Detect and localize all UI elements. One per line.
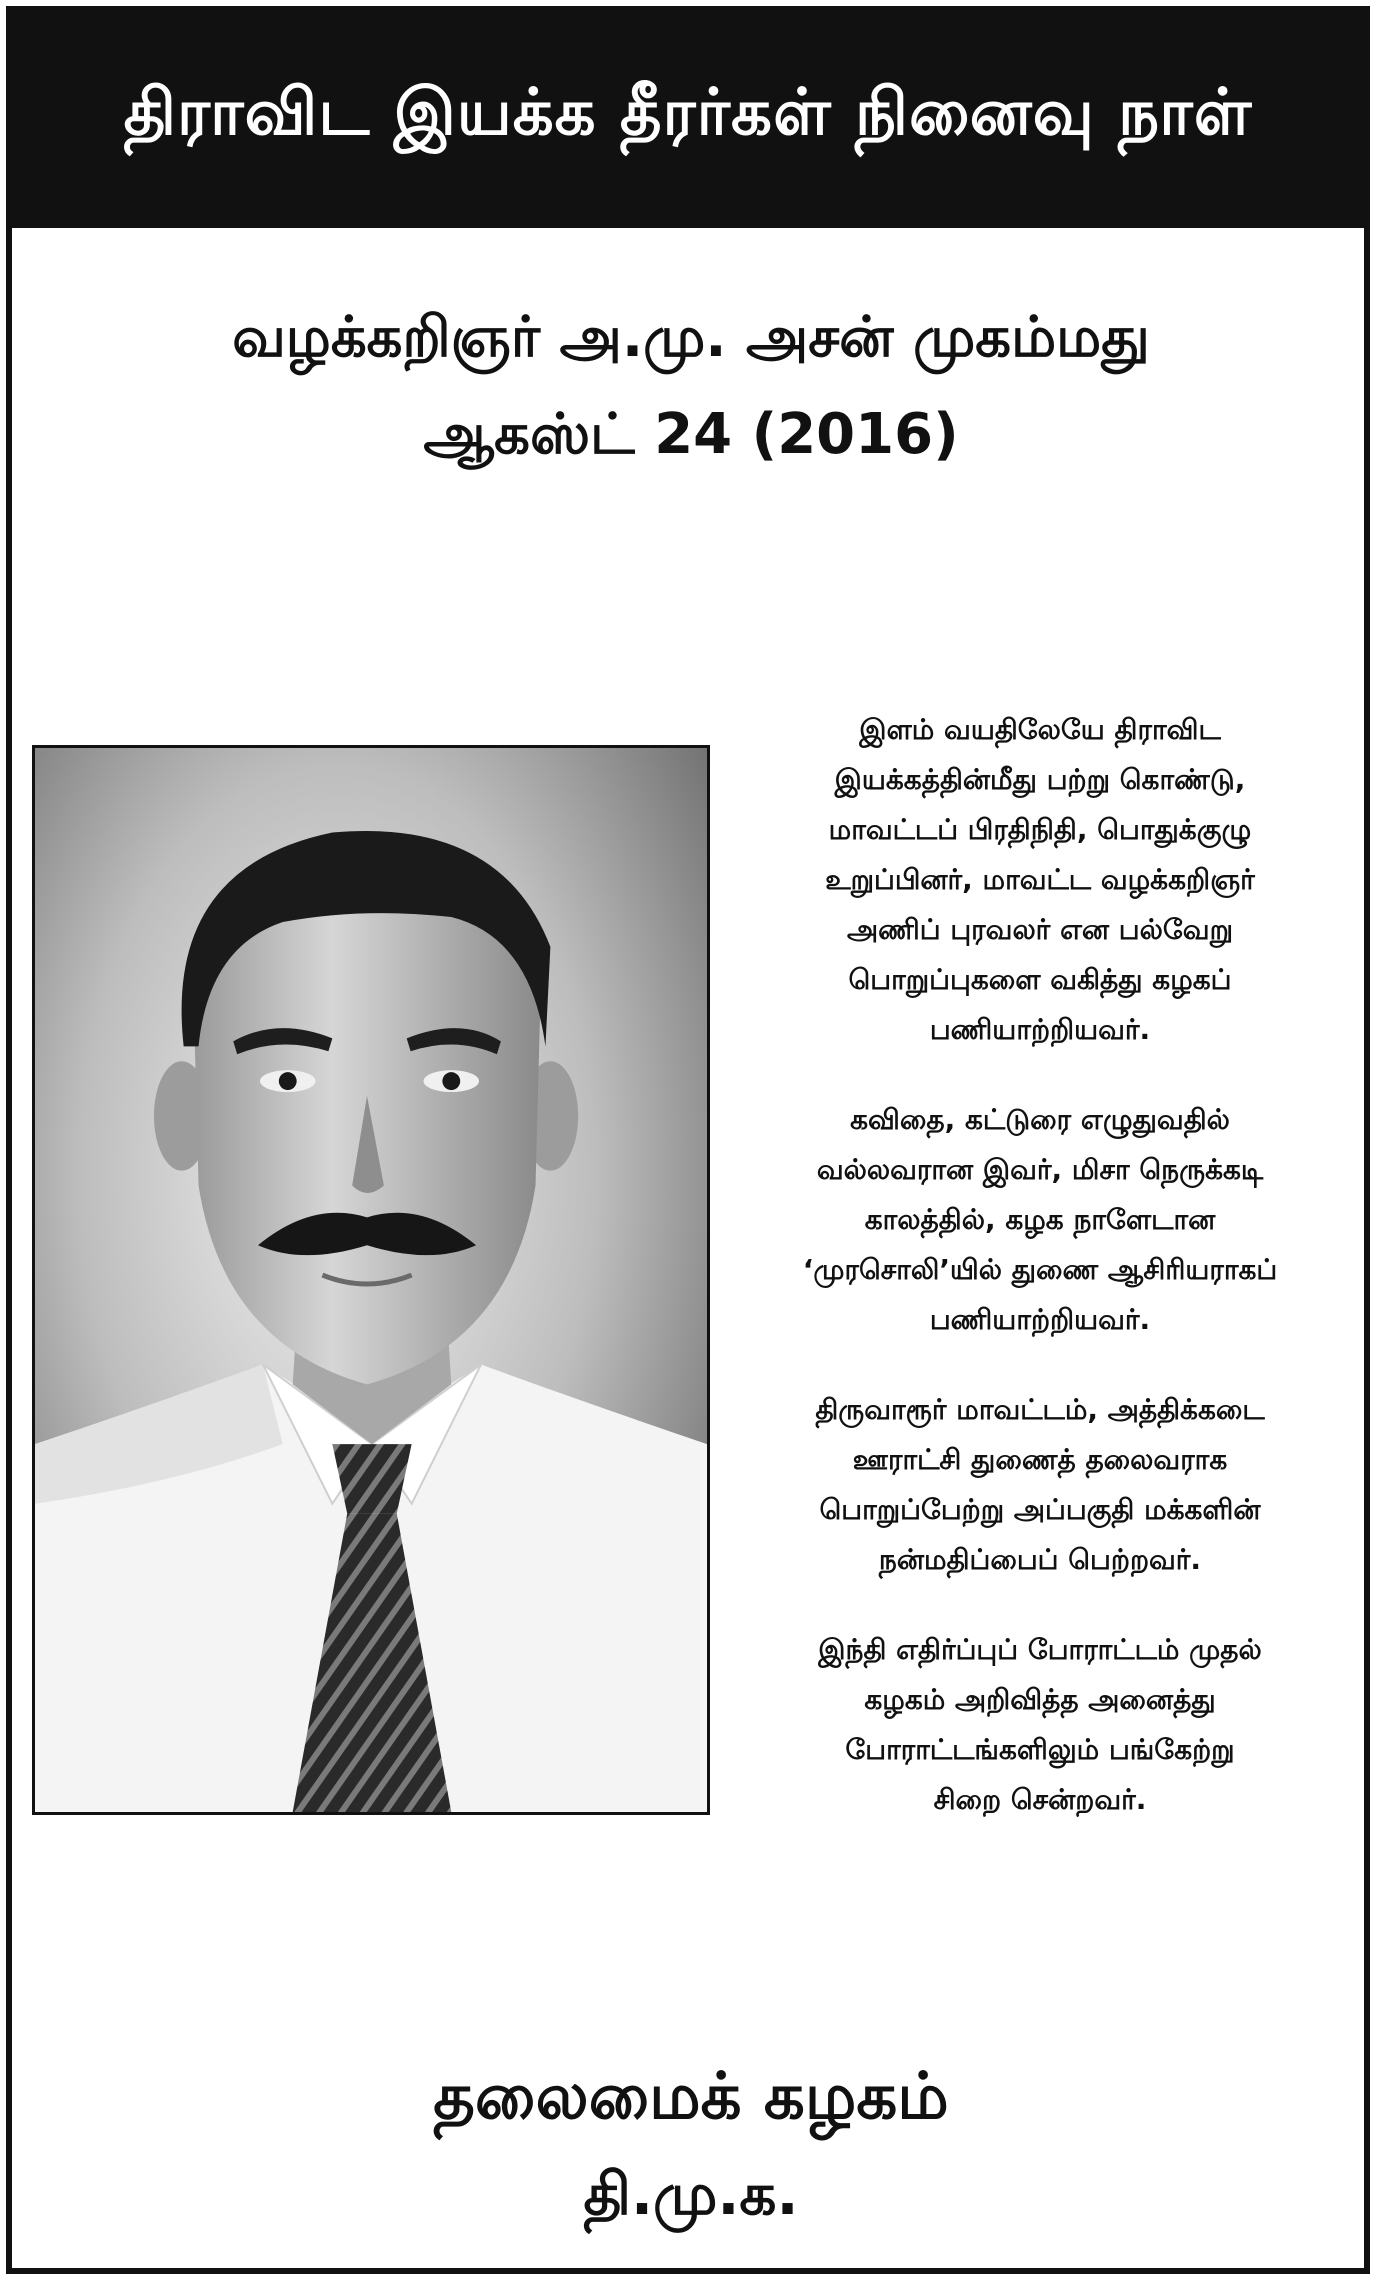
paragraph-early-career — [730, 705, 1350, 1055]
footer-organization: தலைமைக் கழகம் — [433, 2060, 949, 2134]
text-line: உறுப்பினர், மாவட்ட வழக்கறிஞர் — [825, 863, 1255, 896]
portrait-photo — [32, 745, 710, 1815]
footer-party: தி.மு.க. — [583, 2160, 799, 2228]
text-line: காலத்தில், கழக நாளேடான — [864, 1203, 1216, 1236]
text-line: இயக்கத்தின்மீது பற்று கொண்டு, — [834, 763, 1246, 796]
text-line: ஊராட்சி துணைத் தலைவராக — [852, 1443, 1228, 1476]
text-line: கழகம் அறிவித்த அனைத்து — [864, 1683, 1216, 1716]
banner-title: திராவிட இயக்க தீரர்கள் நினைவு நாள் — [123, 76, 1253, 150]
text-line: போராட்டங்களிலும் பங்கேற்று — [845, 1733, 1235, 1766]
paragraph-writing — [730, 1095, 1350, 1345]
text-line: பொறுப்புகளை வகித்து கழகப் — [848, 963, 1232, 996]
biography-text — [730, 705, 1350, 1865]
text-line: பணியாற்றியவர். — [929, 1303, 1151, 1336]
text-line: சிறை சென்றவர். — [933, 1783, 1147, 1816]
text-line: கவிதை, கட்டுரை எழுதுவதில் — [850, 1103, 1230, 1136]
text-line: திருவாரூர் மாவட்டம், அத்திக்கடை — [815, 1393, 1265, 1426]
text-line: அணிப் புரவலர் என பல்வேறு — [847, 913, 1233, 946]
text-line: இந்தி எதிர்ப்புப் போராட்டம் முதல் — [818, 1633, 1262, 1666]
memorial-date: ஆகஸ்ட் 24 (2016) — [423, 402, 959, 467]
text-line: வல்லவரான இவர், மிசா நெருக்கடி — [816, 1153, 1264, 1186]
text-line: பொறுப்பேற்று அப்பகுதி மக்களின் — [819, 1493, 1261, 1526]
text-line: ‘முரசொலி’யில் துணை ஆசிரியராகப் — [802, 1253, 1278, 1286]
title-banner — [6, 6, 1370, 228]
text-line: இளம் வயதிலேயே திராவிட — [859, 713, 1221, 746]
paragraph-protests — [730, 1625, 1350, 1825]
text-line: மாவட்டப் பிரதிநிதி, பொதுக்குழு — [828, 813, 1252, 846]
text-line: நன்மதிப்பைப் பெற்றவர். — [878, 1543, 1202, 1576]
portrait-illustration — [35, 748, 707, 1812]
paragraph-local-office — [730, 1385, 1350, 1585]
person-name: வழக்கறிஞர் அ.மு. அசன் முகம்மது — [232, 305, 1150, 370]
text-line: பணியாற்றியவர். — [929, 1013, 1151, 1046]
